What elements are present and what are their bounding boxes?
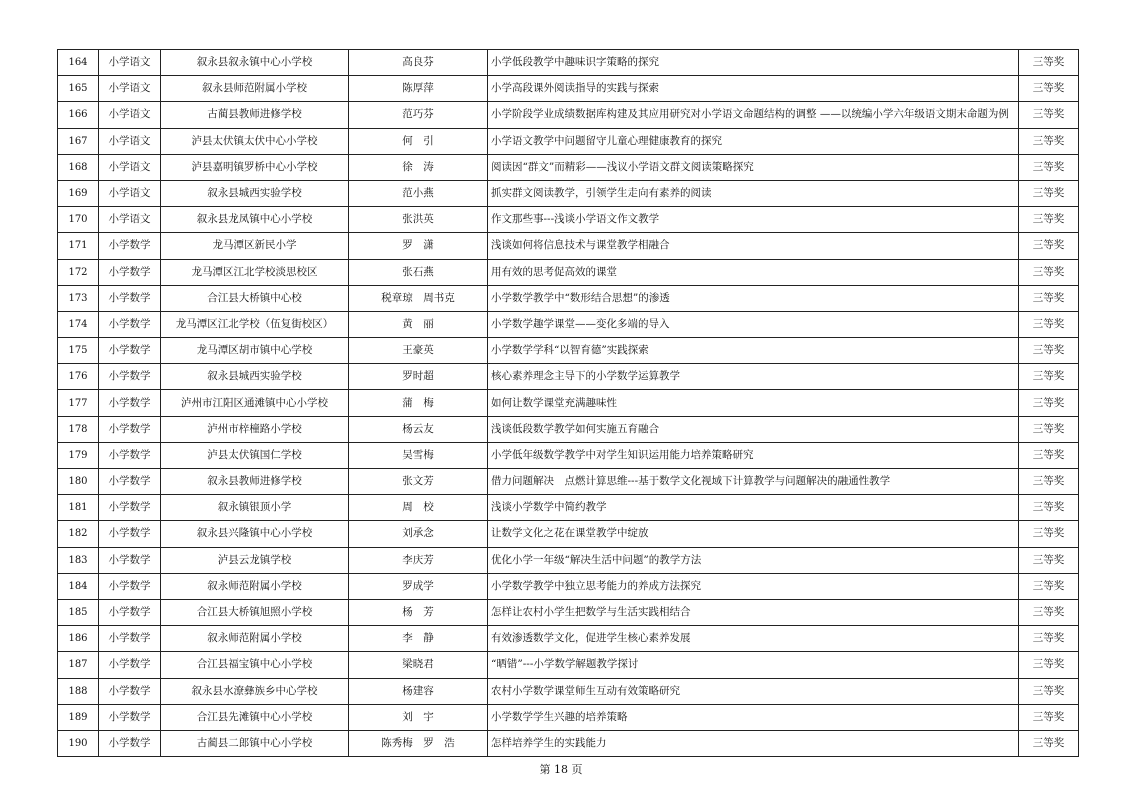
award-cell: 三等奖 — [1019, 76, 1079, 102]
table-row — [58, 495, 1079, 521]
table-row — [58, 469, 1079, 495]
school-cell: 叙永县师范附属小学校 — [161, 76, 349, 102]
award-cell: 三等奖 — [1019, 521, 1079, 547]
subject-cell: 小学数学 — [99, 416, 161, 442]
author-cell: 罗时超 — [349, 364, 488, 390]
paper-title-cell: 有效渗透数学文化，促进学生核心素养发展 — [488, 626, 1019, 652]
award-cell: 三等奖 — [1019, 311, 1079, 337]
award-cell: 三等奖 — [1019, 626, 1079, 652]
subject-cell: 小学语文 — [99, 102, 161, 128]
school-cell: 泸县太伏镇国仁学校 — [161, 442, 349, 468]
table-row — [58, 311, 1079, 337]
row-number: 173 — [58, 285, 99, 311]
table-row — [58, 259, 1079, 285]
author-cell: 蒲 梅 — [349, 390, 488, 416]
award-cell: 三等奖 — [1019, 469, 1079, 495]
author-cell: 高良芬 — [349, 50, 488, 76]
subject-cell: 小学数学 — [99, 652, 161, 678]
author-cell: 范小燕 — [349, 180, 488, 206]
table-row — [58, 154, 1079, 180]
award-cell: 三等奖 — [1019, 102, 1079, 128]
author-cell: 李庆芳 — [349, 547, 488, 573]
school-cell: 龙马潭区胡市镇中心学校 — [161, 338, 349, 364]
table-row — [58, 128, 1079, 154]
subject-cell: 小学数学 — [99, 547, 161, 573]
row-number: 175 — [58, 338, 99, 364]
row-number: 188 — [58, 678, 99, 704]
table-row — [58, 364, 1079, 390]
award-cell: 三等奖 — [1019, 390, 1079, 416]
row-number: 174 — [58, 311, 99, 337]
subject-cell: 小学数学 — [99, 495, 161, 521]
paper-title-cell: 小学数学教学中“数形结合思想”的渗透 — [488, 285, 1019, 311]
school-cell: 叙永县城西实验学校 — [161, 364, 349, 390]
school-cell: 叙永县水潦彝族乡中心学校 — [161, 678, 349, 704]
school-cell: 叙永县兴隆镇中心小学校 — [161, 521, 349, 547]
paper-title-cell: 优化小学一年级“解决生活中问题”的教学方法 — [488, 547, 1019, 573]
row-number: 182 — [58, 521, 99, 547]
subject-cell: 小学数学 — [99, 599, 161, 625]
row-number: 180 — [58, 469, 99, 495]
table-row — [58, 704, 1079, 730]
author-cell: 张洪英 — [349, 207, 488, 233]
award-cell: 三等奖 — [1019, 442, 1079, 468]
paper-title-cell: 作文那些事---浅谈小学语文作文教学 — [488, 207, 1019, 233]
paper-title-cell: 怎样让农村小学生把数学与生活实践相结合 — [488, 599, 1019, 625]
award-cell: 三等奖 — [1019, 128, 1079, 154]
paper-title-cell: 浅谈如何将信息技术与课堂教学相融合 — [488, 233, 1019, 259]
school-cell: 叙永县龙凤镇中心小学校 — [161, 207, 349, 233]
award-cell: 三等奖 — [1019, 180, 1079, 206]
school-cell: 龙马潭区江北学校淡思校区 — [161, 259, 349, 285]
paper-title-cell: 如何让数学课堂充满趣味性 — [488, 390, 1019, 416]
author-cell: 陈厚萍 — [349, 76, 488, 102]
school-cell: 叙永县教师进修学校 — [161, 469, 349, 495]
table-row — [58, 442, 1079, 468]
author-cell: 罗 潇 — [349, 233, 488, 259]
paper-title-cell: 核心素养理念主导下的小学数学运算教学 — [488, 364, 1019, 390]
table-row — [58, 50, 1079, 76]
table-row — [58, 285, 1079, 311]
table-row — [58, 180, 1079, 206]
paper-title-cell: “晒错”---小学数学解题教学探讨 — [488, 652, 1019, 678]
subject-cell: 小学语文 — [99, 128, 161, 154]
subject-cell: 小学语文 — [99, 180, 161, 206]
row-number: 185 — [58, 599, 99, 625]
row-number: 187 — [58, 652, 99, 678]
subject-cell: 小学数学 — [99, 364, 161, 390]
subject-cell: 小学数学 — [99, 338, 161, 364]
school-cell: 合江县福宝镇中心小学校 — [161, 652, 349, 678]
award-cell: 三等奖 — [1019, 678, 1079, 704]
award-cell: 三等奖 — [1019, 730, 1079, 756]
table-row — [58, 76, 1079, 102]
author-cell: 刘承念 — [349, 521, 488, 547]
school-cell: 叙永镇银顶小学 — [161, 495, 349, 521]
row-number: 179 — [58, 442, 99, 468]
table-row — [58, 599, 1079, 625]
award-cell: 三等奖 — [1019, 259, 1079, 285]
row-number: 183 — [58, 547, 99, 573]
award-cell: 三等奖 — [1019, 495, 1079, 521]
author-cell: 徐 涛 — [349, 154, 488, 180]
subject-cell: 小学数学 — [99, 521, 161, 547]
school-cell: 泸州市江阳区通滩镇中心小学校 — [161, 390, 349, 416]
subject-cell: 小学数学 — [99, 259, 161, 285]
subject-cell: 小学数学 — [99, 626, 161, 652]
school-cell: 合江县大桥镇旭照小学校 — [161, 599, 349, 625]
award-cell: 三等奖 — [1019, 652, 1079, 678]
paper-title-cell: 小学阶段学业成绩数据库构建及其应用研究对小学语文命题结构的调整 ——以统编小学六年级语文期末命题为例 — [488, 102, 1019, 128]
award-cell: 三等奖 — [1019, 547, 1079, 573]
school-cell: 泸县云龙镇学校 — [161, 547, 349, 573]
subject-cell: 小学数学 — [99, 730, 161, 756]
paper-title-cell: 借力问题解决 点燃计算思维---基于数学文化视域下计算教学与问题解决的融通性教学 — [488, 469, 1019, 495]
paper-title-cell: 小学语文教学中问题留守儿童心理健康教育的探究 — [488, 128, 1019, 154]
award-cell: 三等奖 — [1019, 416, 1079, 442]
author-cell: 何 引 — [349, 128, 488, 154]
table-row — [58, 233, 1079, 259]
table-row — [58, 730, 1079, 756]
school-cell: 泸县太伏镇太伏中心小学校 — [161, 128, 349, 154]
subject-cell: 小学语文 — [99, 154, 161, 180]
school-cell: 龙马潭区江北学校（伍复街校区） — [161, 311, 349, 337]
author-cell: 范巧芬 — [349, 102, 488, 128]
subject-cell: 小学数学 — [99, 442, 161, 468]
paper-title-cell: 用有效的思考促高效的课堂 — [488, 259, 1019, 285]
paper-title-cell: 阅读因“群文”而精彩——浅议小学语文群文阅读策略探究 — [488, 154, 1019, 180]
table-row — [58, 390, 1079, 416]
school-cell: 叙永县城西实验学校 — [161, 180, 349, 206]
row-number: 170 — [58, 207, 99, 233]
paper-title-cell: 让数学文化之花在课堂教学中绽放 — [488, 521, 1019, 547]
row-number: 169 — [58, 180, 99, 206]
subject-cell: 小学数学 — [99, 390, 161, 416]
school-cell: 叙永师范附属小学校 — [161, 626, 349, 652]
subject-cell: 小学语文 — [99, 50, 161, 76]
table-row — [58, 573, 1079, 599]
row-number: 176 — [58, 364, 99, 390]
row-number: 186 — [58, 626, 99, 652]
author-cell: 黄 丽 — [349, 311, 488, 337]
award-cell: 三等奖 — [1019, 364, 1079, 390]
paper-title-cell: 农村小学数学课堂师生互动有效策略研究 — [488, 678, 1019, 704]
table-row — [58, 102, 1079, 128]
row-number: 184 — [58, 573, 99, 599]
table-row — [58, 547, 1079, 573]
subject-cell: 小学数学 — [99, 469, 161, 495]
paper-title-cell: 抓实群文阅读教学，引领学生走向有素养的阅读 — [488, 180, 1019, 206]
award-cell: 三等奖 — [1019, 599, 1079, 625]
author-cell: 杨建容 — [349, 678, 488, 704]
subject-cell: 小学数学 — [99, 233, 161, 259]
author-cell: 张文芳 — [349, 469, 488, 495]
row-number: 165 — [58, 76, 99, 102]
author-cell: 周 校 — [349, 495, 488, 521]
paper-title-cell: 小学高段课外阅读指导的实践与探索 — [488, 76, 1019, 102]
row-number: 181 — [58, 495, 99, 521]
table-row — [58, 521, 1079, 547]
subject-cell: 小学数学 — [99, 704, 161, 730]
author-cell: 梁晓君 — [349, 652, 488, 678]
paper-title-cell: 小学低年级数学教学中对学生知识运用能力培养策略研究 — [488, 442, 1019, 468]
row-number: 168 — [58, 154, 99, 180]
awards-table-body — [58, 50, 1079, 757]
table-row — [58, 207, 1079, 233]
school-cell: 龙马潭区新民小学 — [161, 233, 349, 259]
table-row — [58, 416, 1079, 442]
row-number: 178 — [58, 416, 99, 442]
award-cell: 三等奖 — [1019, 573, 1079, 599]
school-cell: 古蔺县教师进修学校 — [161, 102, 349, 128]
paper-title-cell: 小学数学趣学课堂——变化多端的导入 — [488, 311, 1019, 337]
table-row — [58, 678, 1079, 704]
school-cell: 叙永县叙永镇中心小学校 — [161, 50, 349, 76]
table-row — [58, 626, 1079, 652]
subject-cell: 小学数学 — [99, 285, 161, 311]
school-cell: 合江县先滩镇中心小学校 — [161, 704, 349, 730]
school-cell: 泸县嘉明镇罗桥中心小学校 — [161, 154, 349, 180]
paper-title-cell: 小学低段教学中趣味识字策略的探究 — [488, 50, 1019, 76]
awards-table — [57, 49, 1079, 757]
school-cell: 泸州市梓橦路小学校 — [161, 416, 349, 442]
author-cell: 张石燕 — [349, 259, 488, 285]
row-number: 177 — [58, 390, 99, 416]
row-number: 166 — [58, 102, 99, 128]
paper-title-cell: 浅谈小学数学中简约教学 — [488, 495, 1019, 521]
paper-title-cell: 小学数学教学中独立思考能力的养成方法探究 — [488, 573, 1019, 599]
author-cell: 陈秀梅 罗 浩 — [349, 730, 488, 756]
subject-cell: 小学语文 — [99, 76, 161, 102]
author-cell: 杨 芳 — [349, 599, 488, 625]
award-cell: 三等奖 — [1019, 285, 1079, 311]
paper-title-cell: 浅谈低段数学教学如何实施五育融合 — [488, 416, 1019, 442]
author-cell: 王豪英 — [349, 338, 488, 364]
award-cell: 三等奖 — [1019, 338, 1079, 364]
paper-title-cell: 小学数学学生兴趣的培养策略 — [488, 704, 1019, 730]
school-cell: 古蔺县二郎镇中心小学校 — [161, 730, 349, 756]
subject-cell: 小学数学 — [99, 311, 161, 337]
subject-cell: 小学语文 — [99, 207, 161, 233]
row-number: 189 — [58, 704, 99, 730]
row-number: 172 — [58, 259, 99, 285]
award-cell: 三等奖 — [1019, 50, 1079, 76]
author-cell: 罗成学 — [349, 573, 488, 599]
award-cell: 三等奖 — [1019, 207, 1079, 233]
award-cell: 三等奖 — [1019, 233, 1079, 259]
award-cell: 三等奖 — [1019, 704, 1079, 730]
table-row — [58, 338, 1079, 364]
row-number: 171 — [58, 233, 99, 259]
author-cell: 税章琼 周书克 — [349, 285, 488, 311]
author-cell: 刘 宇 — [349, 704, 488, 730]
table-row — [58, 652, 1079, 678]
author-cell: 杨云友 — [349, 416, 488, 442]
paper-title-cell: 小学数学学科“以智育德”实践探索 — [488, 338, 1019, 364]
subject-cell: 小学数学 — [99, 678, 161, 704]
author-cell: 吴雪梅 — [349, 442, 488, 468]
school-cell: 叙永师范附属小学校 — [161, 573, 349, 599]
author-cell: 李 静 — [349, 626, 488, 652]
award-cell: 三等奖 — [1019, 154, 1079, 180]
subject-cell: 小学数学 — [99, 573, 161, 599]
row-number: 164 — [58, 50, 99, 76]
row-number: 167 — [58, 128, 99, 154]
paper-title-cell: 怎样培养学生的实践能力 — [488, 730, 1019, 756]
page-number: 第 18 页 — [539, 763, 583, 776]
row-number: 190 — [58, 730, 99, 756]
school-cell: 合江县大桥镇中心校 — [161, 285, 349, 311]
